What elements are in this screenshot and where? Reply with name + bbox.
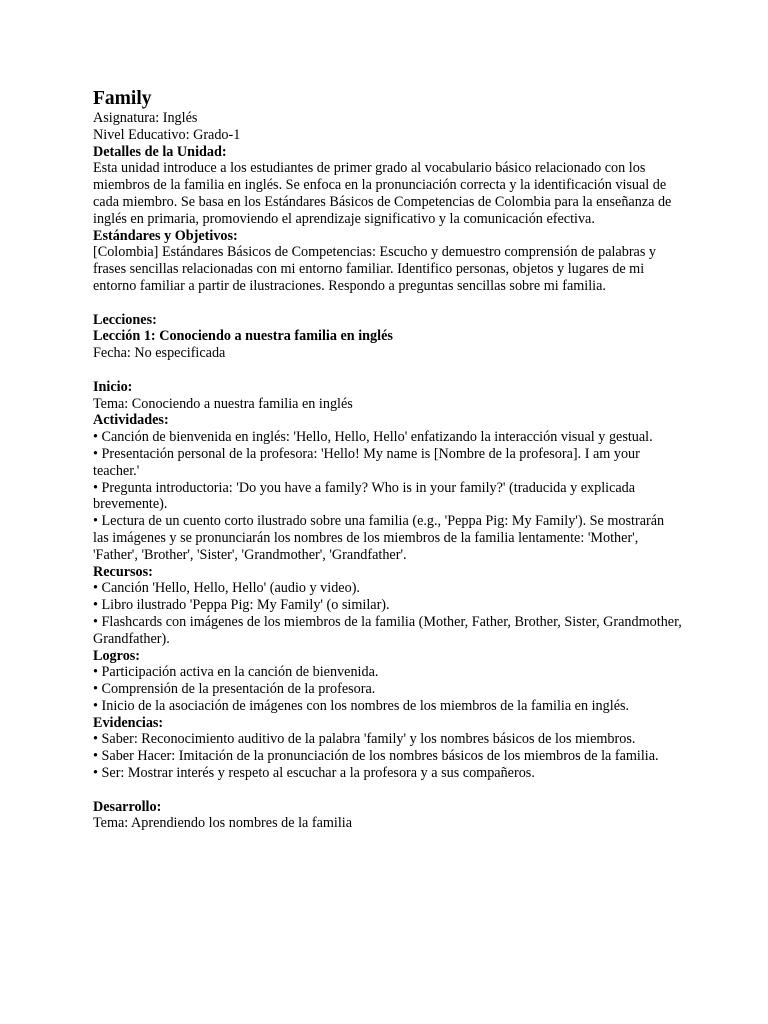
resources-heading: Recursos: [93,563,153,580]
resource-item: • Canción 'Hello, Hello, Hello' (audio y video). [93,580,360,597]
evidence-item: • Ser: Mostrar interés y respeto al escuchar a la profesora y a sus compañeros. [93,765,535,782]
lesson-1-date: Fecha: No especificada [93,345,226,362]
lessons-heading: Lecciones: [93,311,157,328]
activity-item: • Canción de bienvenida en inglés: 'Hello, Hello, Hello' enfatizando la interacción visual y gestual. [93,429,653,446]
document-page [93,88,683,832]
subject-line: Asignatura: Inglés [93,110,198,126]
spacer [93,362,683,379]
resource-item: • Flashcards con imágenes de los miembros de la familia (Mother, Father, Brother, Sister, Grandmother, Grandfather). [93,613,682,647]
details-heading: Detalles de la Unidad: [93,143,227,160]
spacer [93,782,683,799]
level-line: Nivel Educativo: Grado-1 [93,126,241,143]
evidence-item: • Saber Hacer: Imitación de la pronunciación de los nombres básicos de los miembros de la familia. [93,748,659,765]
activity-item: • Lectura de un cuento corto ilustrado sobre una familia (e.g., 'Peppa Pig: My Family'). Se mostrarán las imágenes y se pronunciarán los nombres de los miembros de la familia lentamente: 'Mother', 'Father', 'Brother', 'Sister', 'Grandmother', 'Grandfather'. [93,513,665,563]
evidence-item: • Saber: Reconocimiento auditivo de la palabra 'family' y los nombres básicos de los miembros. [93,731,636,748]
standards-text: [Colombia] Estándares Básicos de Competencias: Escucho y demuestro comprensión de palabras y frases sencillas relacionadas con mi entorno familiar. Identifico personas, objetos y lugares de mi entorno familiar a partir de ilustraciones. Respondo a preguntas sencillas sobre mi familia. [93,244,657,294]
achievements-heading: Logros: [93,647,141,664]
activity-item: • Presentación personal de la profesora: 'Hello! My name is [Nombre de la profesora]. I am your teacher.' [93,445,640,479]
achievement-item: • Inicio de la asociación de imágenes con los nombres de los miembros de la familia en inglés. [93,697,630,714]
desarrollo-heading: Desarrollo: [93,798,162,815]
inicio-topic: Tema: Conociendo a nuestra familia en inglés [93,395,353,412]
resource-item: • Libro ilustrado 'Peppa Pig: My Family' (o similar). [93,597,390,614]
spacer [93,295,683,312]
activities-heading: Actividades: [93,412,169,429]
document-title: Family [93,88,152,109]
desarrollo-topic: Tema: Aprendiendo los nombres de la familia [93,815,353,832]
activity-item: • Pregunta introductoria: 'Do you have a family? Who is in your family?' (traducida y explicada brevemente). [93,479,636,513]
evidence-heading: Evidencias: [93,714,164,731]
lesson-1-title: Lección 1: Conociendo a nuestra familia en inglés [93,328,393,345]
details-text: Esta unidad introduce a los estudiantes de primer grado al vocabulario básico relacionado con los miembros de la familia en inglés. Se enfoca en la pronunciación correcta y la identificación visual de cada miembro. Se basa en los Estándares Básicos de Competencias de Colombia para la enseñanza de inglés en primaria, promoviendo el aprendizaje significativo y la comunicación efectiva. [93,160,672,227]
achievement-item: • Participación activa en la canción de bienvenida. [93,664,379,681]
inicio-heading: Inicio: [93,378,133,395]
achievement-item: • Comprensión de la presentación de la profesora. [93,681,376,698]
standards-heading: Estándares y Objetivos: [93,227,238,244]
